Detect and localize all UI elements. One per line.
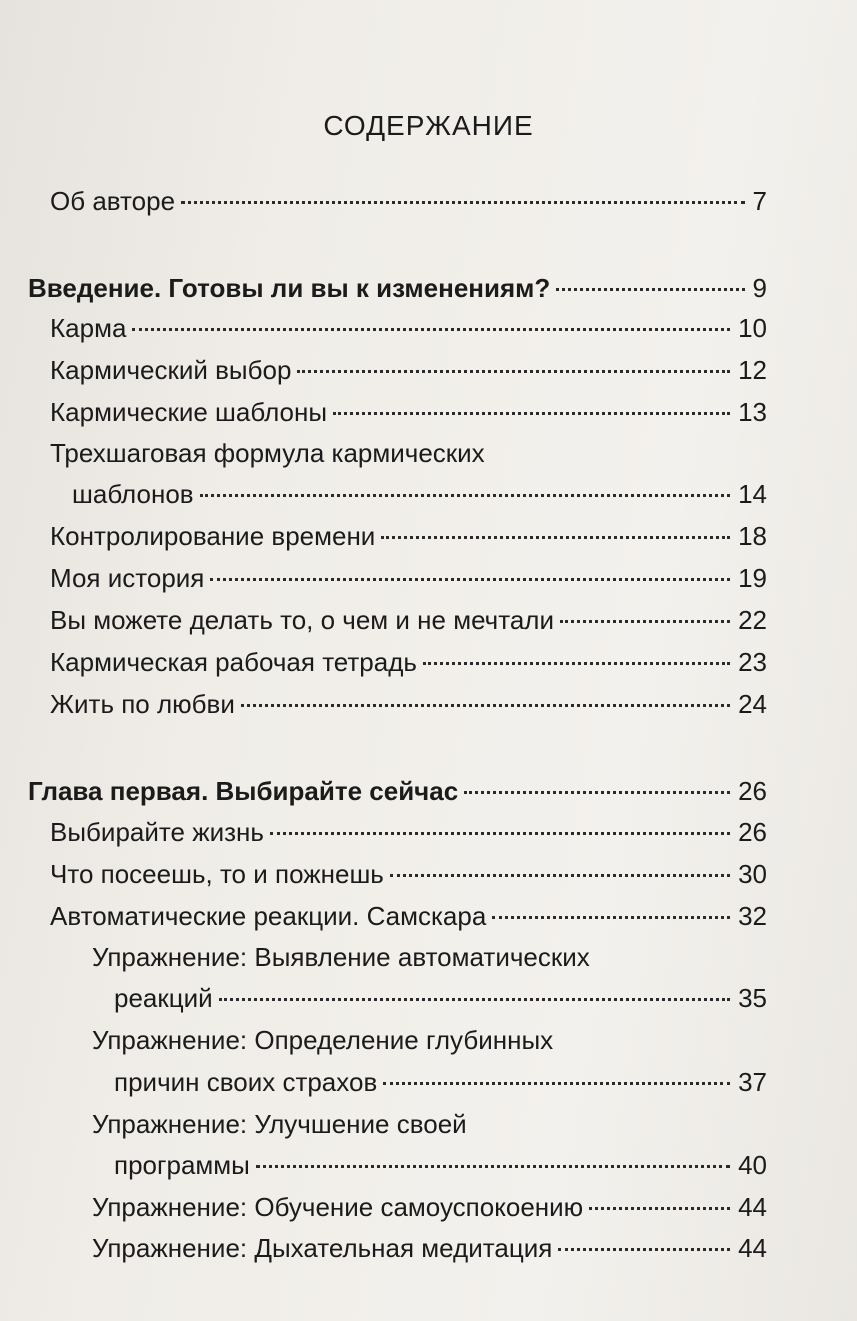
toc-entry-introduction[interactable] (28, 272, 767, 304)
leader-dots (219, 998, 730, 1001)
toc-entry-page: 14 (738, 479, 767, 509)
toc-entry-label: Моя история (50, 563, 205, 593)
leader-dots (381, 536, 730, 539)
toc-entry-reap-sow[interactable] (50, 858, 767, 890)
toc-entry-page: 35 (738, 983, 767, 1013)
toc-entry-label: Упражнение: Обучение самоуспокоению (92, 1192, 584, 1222)
leader-dots (256, 1165, 730, 1168)
toc-entry-choose-life[interactable] (50, 816, 767, 848)
toc-entry-page: 24 (738, 689, 767, 719)
toc-entry-page: 23 (738, 647, 767, 677)
toc-entry-my-story[interactable] (50, 562, 767, 594)
toc-entry-three-step-line1[interactable]: Трехшаговая формула кармических (50, 438, 485, 468)
toc-entry-label: Введение. Готовы ли вы к изменениям? (28, 273, 551, 303)
toc-entry-page: 40 (738, 1150, 767, 1180)
toc-entry-page: 26 (738, 776, 767, 806)
toc-entry-exercise-program[interactable] (114, 1149, 767, 1181)
leader-dots (558, 1248, 730, 1251)
toc-entry-page: 32 (738, 901, 767, 931)
toc-entry-page: 22 (738, 605, 767, 635)
toc-entry-label: Контролирование времени (50, 521, 376, 551)
toc-entry-page: 7 (752, 186, 767, 216)
leader-dots (556, 288, 744, 291)
toc-entry-page: 44 (738, 1192, 767, 1222)
leader-dots (390, 874, 730, 877)
toc-entry-page: 44 (738, 1233, 767, 1263)
toc-entry-label: Кармический выбор (50, 355, 292, 385)
toc-entry-karmic-patterns[interactable] (50, 396, 767, 428)
toc-entry-page: 12 (738, 355, 767, 385)
toc-entry-page: 19 (738, 563, 767, 593)
leader-dots (297, 370, 730, 373)
toc-entry-exercise-self-soothing[interactable] (92, 1191, 767, 1223)
leader-dots (560, 620, 730, 623)
toc-entry-label: Автоматические реакции. Самскара (50, 901, 487, 931)
toc-entry-label: Упражнение: Дыхательная медитация (92, 1233, 553, 1263)
toc-entry-label: Вы можете делать то, о чем и не мечтали (50, 605, 554, 635)
toc-entry-label: Выбирайте жизнь (50, 817, 264, 847)
toc-entry-label: Кармические шаблоны (50, 397, 328, 427)
toc-entry-time-control[interactable] (50, 520, 767, 552)
toc-entry-you-can-do[interactable] (50, 604, 767, 636)
toc-entry-label: программы (114, 1150, 250, 1180)
toc-entry-label: Карма (50, 313, 127, 343)
leader-dots (241, 704, 730, 707)
toc-entry-live-by-love[interactable] (50, 688, 767, 720)
leader-dots (423, 662, 730, 665)
toc-entry-label: Жить по любви (50, 689, 235, 719)
toc-entry-about-author[interactable] (50, 185, 767, 217)
toc-entry-exercise-reactions-line1[interactable]: Упражнение: Выявление автоматических (92, 942, 590, 972)
toc-entry-label: реакций (114, 983, 213, 1013)
toc-entry-page: 30 (738, 859, 767, 889)
toc-entry-exercise-breathing[interactable] (92, 1232, 767, 1264)
leader-dots (181, 201, 744, 204)
toc-entry-workbook[interactable] (50, 646, 767, 678)
toc-entry-exercise-program-line1[interactable]: Упражнение: Улучшение своей (92, 1109, 467, 1139)
toc-entry-chapter-one[interactable] (28, 775, 767, 807)
toc-entry-page: 10 (738, 313, 767, 343)
toc-entry-exercise-fears[interactable] (114, 1066, 767, 1098)
toc-entry-page: 9 (752, 273, 767, 303)
toc-entry-page: 13 (738, 397, 767, 427)
leader-dots (383, 1082, 730, 1085)
toc-entry-samskara[interactable] (50, 900, 767, 932)
leader-dots (492, 916, 730, 919)
toc-entry-exercise-reactions[interactable] (114, 982, 767, 1014)
toc-entry-label: Глава первая. Выбирайте сейчас (28, 776, 459, 806)
toc-entry-karma[interactable] (50, 312, 767, 344)
leader-dots (333, 412, 730, 415)
toc-entry-page: 37 (738, 1067, 767, 1097)
page-title: содержание (323, 100, 534, 144)
leader-dots (589, 1207, 730, 1210)
toc-entry-label: причин своих страхов (114, 1067, 378, 1097)
toc-entry-three-step[interactable] (72, 478, 767, 510)
toc-entry-label: Кармическая рабочая тетрадь (50, 647, 417, 677)
toc-entry-karmic-choice[interactable] (50, 354, 767, 386)
toc-entry-page: 26 (738, 817, 767, 847)
leader-dots (210, 578, 730, 581)
toc-entry-page: 18 (738, 521, 767, 551)
toc-entry-exercise-fears-line1[interactable]: Упражнение: Определение глубинных (92, 1025, 554, 1055)
toc-entry-label: Что посеешь, то и пожнешь (50, 859, 384, 889)
leader-dots (464, 791, 730, 794)
leader-dots (132, 328, 730, 331)
leader-dots (270, 832, 730, 835)
leader-dots (200, 494, 730, 497)
toc-entry-label: шаблонов (72, 479, 194, 509)
toc-entry-label: Об авторе (50, 186, 176, 216)
